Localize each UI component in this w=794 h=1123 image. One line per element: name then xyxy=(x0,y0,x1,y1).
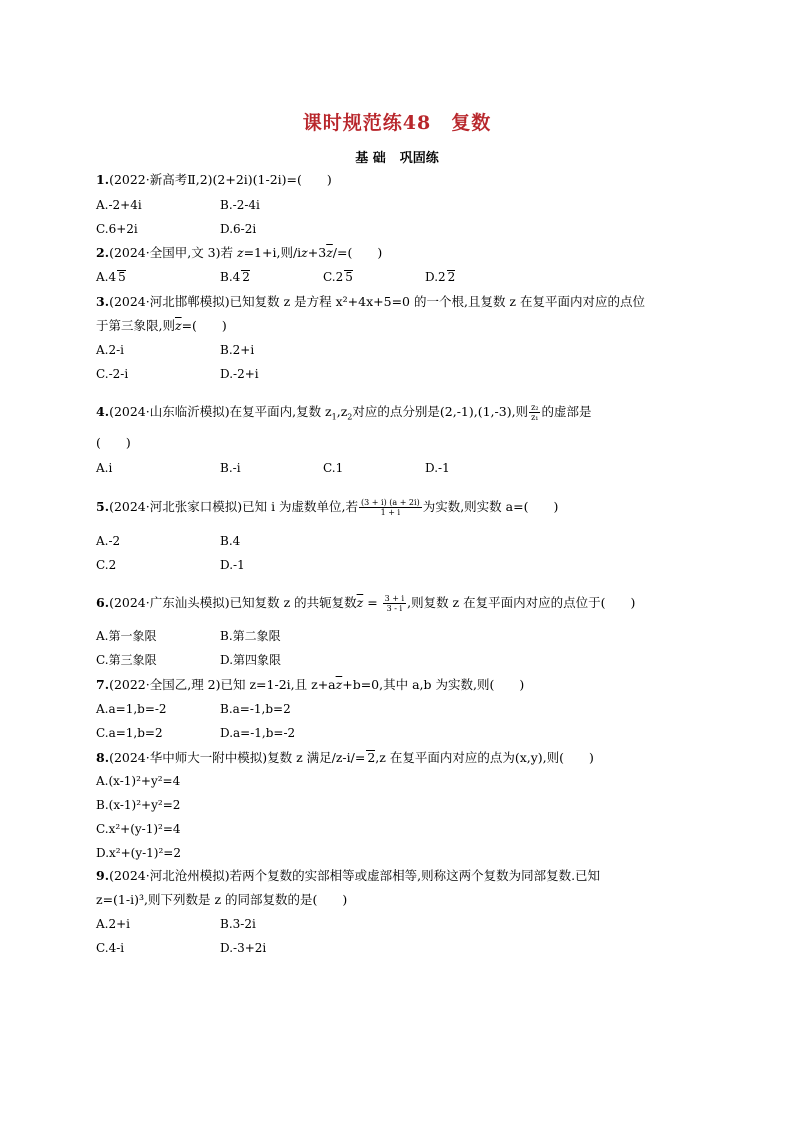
q3-option-a: A.2-i xyxy=(96,343,125,357)
question-text: ,z 在复平面内对应的点为(x,y),则( ) xyxy=(375,750,594,765)
q7-option-b: B.a=-1,b=2 xyxy=(220,702,291,716)
q5-option-c: C.2 xyxy=(96,558,117,572)
subscript: 2 xyxy=(347,412,353,422)
conjugate-z: $\overline{z}$ xyxy=(335,677,343,692)
question-number: 1. xyxy=(96,172,110,187)
q6-option-d: D.第四象限 xyxy=(220,653,282,667)
fraction-numerator: (3 + i) (a + 2i) xyxy=(361,498,420,507)
question-1 xyxy=(96,172,332,188)
section-heading xyxy=(0,147,794,166)
q2-option-d xyxy=(425,269,455,285)
q8-option-b: B.(x-1)²+y²=2 xyxy=(96,798,181,812)
q9-option-d: D.-3+2i xyxy=(220,941,267,955)
q7-option-c: C.a=1,b=2 xyxy=(96,726,163,740)
fraction xyxy=(383,594,406,613)
question-text: 于第三象限,则 xyxy=(96,318,175,333)
page-title: 课时规范练48 复数 xyxy=(302,112,492,134)
question-text: (2024·华中师大一附中模拟)复数 z 满足/z-i/= xyxy=(109,750,366,765)
q9-option-a: A.2+i xyxy=(96,917,131,931)
sqrt-radicand: 2 xyxy=(367,750,376,765)
variable-z: z xyxy=(301,245,308,260)
q8-option-a: A.(x-1)²+y²=4 xyxy=(96,774,181,788)
question-text: 的虚部是 xyxy=(541,404,592,419)
q4-option-d: D.-1 xyxy=(425,461,450,475)
q6-option-a: A.第一象限 xyxy=(96,629,157,643)
conjugate-z: $\overline{z}$ xyxy=(326,245,333,260)
question-text: /=( ) xyxy=(332,245,383,260)
question-text: (2022·新高考Ⅱ,2)(2+2i)(1-2i)=( ) xyxy=(109,172,332,187)
question-8 xyxy=(96,750,594,766)
q5-option-a: A.-2 xyxy=(96,534,121,548)
q1-option-c: C.6+2i xyxy=(96,222,138,236)
q2-option-b xyxy=(220,269,250,285)
q8-option-c: C.x²+(y-1)²=4 xyxy=(96,822,181,836)
fraction-numerator: 3 + i xyxy=(384,594,405,603)
sqrt-radicand: 5 xyxy=(345,270,353,284)
question-9 xyxy=(96,868,600,884)
conjugate-z: $\overline{z}$ xyxy=(174,318,182,333)
option-label: A.4 xyxy=(96,270,117,284)
question-text: ,则复数 z 在复平面内对应的点位于( ) xyxy=(407,595,636,610)
section-label-left: 基 础 xyxy=(355,151,386,166)
question-text: (2024·全国甲,文 3)若 xyxy=(109,245,237,260)
question-number: 2. xyxy=(96,245,110,260)
question-number: 6. xyxy=(96,595,110,610)
subscript: 1 xyxy=(331,412,337,422)
question-text: (2024·河北沧州模拟)若两个复数的实部相等或虚部相等,则称这两个复数为同部复数.已知 xyxy=(109,868,601,883)
q1-option-b: B.-2-4i xyxy=(220,198,260,212)
question-3 xyxy=(96,294,645,310)
question-2 xyxy=(96,245,382,261)
question-7 xyxy=(96,677,524,693)
sqrt-radicand: 2 xyxy=(242,270,250,284)
q5-option-b: B.4 xyxy=(220,534,241,548)
question-number: 3. xyxy=(96,294,110,309)
q6-option-b: B.第二象限 xyxy=(220,629,281,643)
question-text: = xyxy=(363,595,382,610)
question-text: 为实数,则实数 a=( ) xyxy=(422,499,559,514)
q3-option-b: B.2+i xyxy=(220,343,255,357)
q9-option-b: B.3-2i xyxy=(220,917,256,931)
question-text: (2024·河北邯郸模拟)已知复数 z 是方程 x²+4x+5=0 的一个根,且复数 z 在复平面内对应的点位 xyxy=(109,294,645,309)
question-text: =1+i,则/i xyxy=(243,245,302,260)
q7-option-d: D.a=-1,b=-2 xyxy=(220,726,296,740)
q1-option-d: D.6-2i xyxy=(220,222,257,236)
section-label-right: 巩固练 xyxy=(399,151,439,166)
q4-option-b: B.-i xyxy=(220,461,241,475)
question-text: +b=0,其中 a,b 为实数,则( ) xyxy=(342,677,525,692)
q9-option-c: C.4-i xyxy=(96,941,125,955)
conjugate-z: $\overline{z}$ xyxy=(356,595,364,610)
question-text: 对应的点分别是(2,-1),(1,-3),则 xyxy=(352,404,529,419)
question-number: 9. xyxy=(96,868,110,883)
question-number: 4. xyxy=(96,404,110,419)
question-text: ,z xyxy=(336,404,348,419)
fraction xyxy=(359,498,422,517)
fraction-denominator: 1 + i xyxy=(380,508,401,517)
question-4 xyxy=(96,403,592,426)
q7-option-a: A.a=1,b=-2 xyxy=(96,702,167,716)
question-text: =( ) xyxy=(181,318,227,333)
question-text: (2024·广东汕头模拟)已知复数 z 的共轭复数 xyxy=(109,595,357,610)
q4-option-a: A.i xyxy=(96,461,113,475)
fraction-numerator: z₂ xyxy=(531,403,539,412)
q6-option-c: C.第三象限 xyxy=(96,653,157,667)
question-number: 5. xyxy=(96,499,110,514)
variable-z: z xyxy=(236,245,244,260)
q2-option-a xyxy=(96,269,126,285)
fraction xyxy=(529,403,540,422)
question-9-line-2: z=(1-i)³,则下列数是 z 的同部复数的是( ) xyxy=(96,892,348,907)
sqrt-radicand: 2 xyxy=(447,270,456,284)
sqrt-radicand: 5 xyxy=(118,270,126,284)
q1-option-a: A.-2+4i xyxy=(96,198,142,212)
question-4-line-2: ( ) xyxy=(96,435,131,450)
question-number: 7. xyxy=(96,677,110,692)
question-number: 8. xyxy=(96,750,110,765)
question-text: +3 xyxy=(307,245,327,260)
option-label: B.4 xyxy=(220,270,241,284)
q4-option-c: C.1 xyxy=(323,461,344,475)
question-text: (2022·全国乙,理 2)已知 z=1-2i,且 z+a xyxy=(109,677,336,692)
fraction-denominator: 3 - i xyxy=(386,604,403,613)
q8-option-d: D.x²+(y-1)²=2 xyxy=(96,846,181,860)
question-text: (2024·河北张家口模拟)已知 i 为虚数单位,若 xyxy=(109,499,359,514)
question-3-line-2 xyxy=(96,318,227,334)
q5-option-d: D.-1 xyxy=(220,558,245,572)
q3-option-c: C.-2-i xyxy=(96,367,129,381)
q2-option-c xyxy=(323,269,353,285)
option-label: D.2 xyxy=(425,270,446,284)
question-6 xyxy=(96,594,635,613)
q3-option-d: D.-2+i xyxy=(220,367,259,381)
fraction-denominator: z₁ xyxy=(531,413,539,422)
option-label: C.2 xyxy=(323,270,344,284)
question-text: (2024·山东临沂模拟)在复平面内,复数 z xyxy=(109,404,332,419)
question-5 xyxy=(96,498,558,517)
